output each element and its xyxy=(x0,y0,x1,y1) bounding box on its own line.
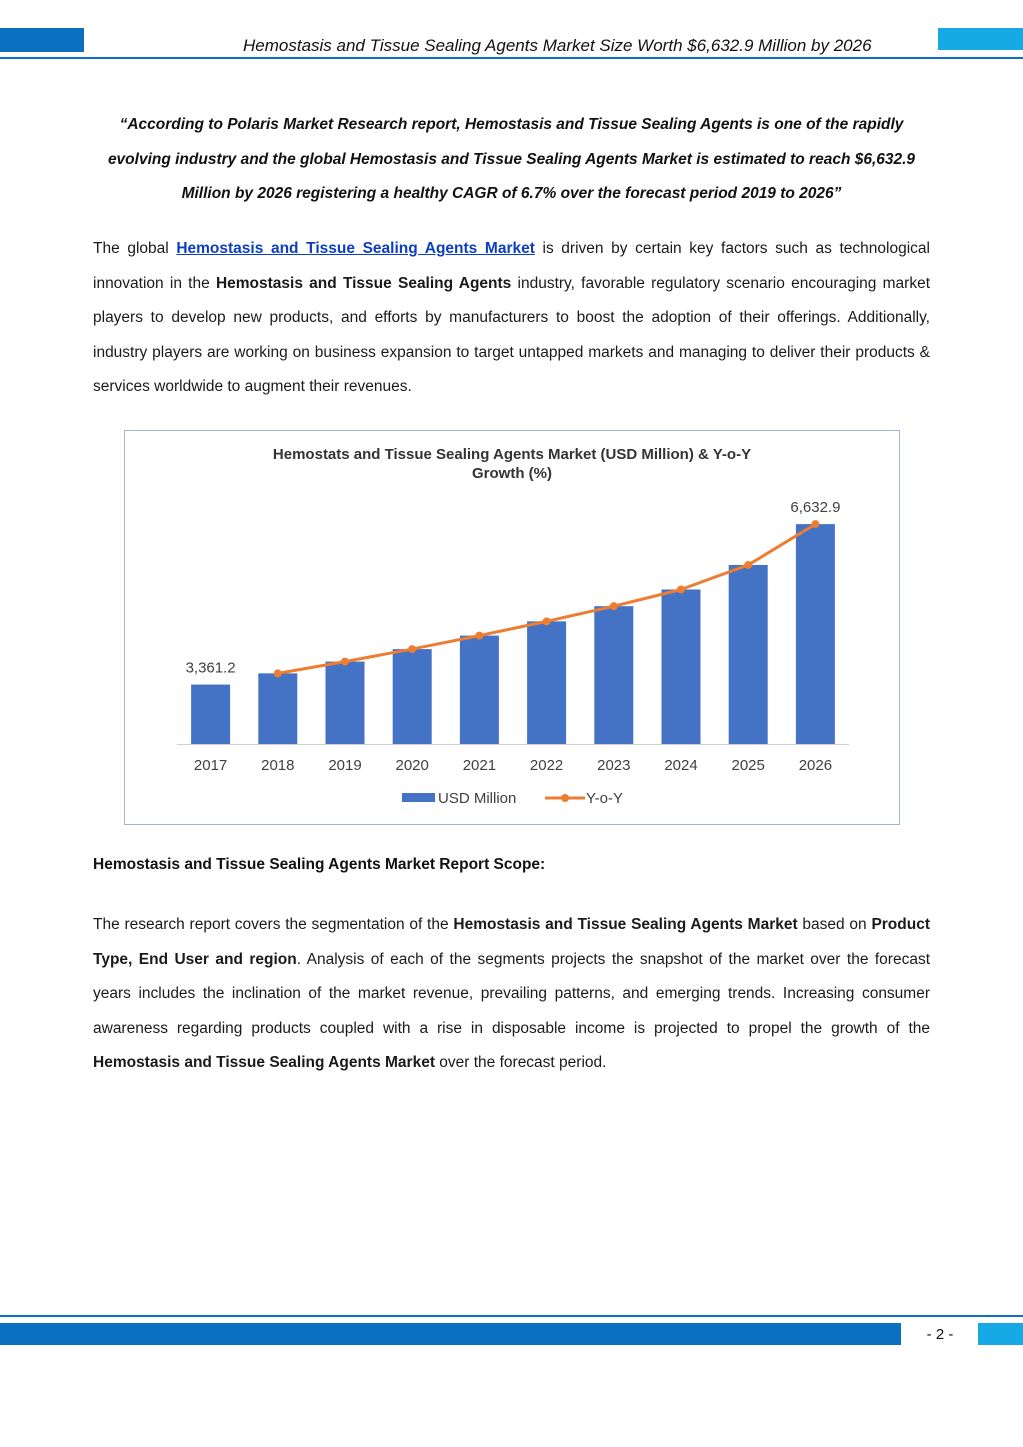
intro-bold-1: Hemostasis and Tissue Sealing Agents xyxy=(215,274,512,292)
header-rule xyxy=(0,57,1023,59)
legend-label-usd: USD Million xyxy=(438,790,517,807)
bar-2019 xyxy=(326,662,365,744)
chart-title-line: Growth (%) xyxy=(472,465,552,482)
x-tick-label: 2017 xyxy=(193,757,228,774)
x-tick-label: 2019 xyxy=(328,757,362,774)
data-label-2017: 3,361.2 xyxy=(185,659,236,677)
yoy-point xyxy=(543,617,551,625)
bar-2023 xyxy=(594,606,633,744)
bar-2024 xyxy=(662,589,701,744)
scope-text-4: over the forecast period. xyxy=(434,1054,607,1071)
header-accent-block-right xyxy=(938,28,1023,50)
bar-2026 xyxy=(796,524,835,744)
intro-paragraph xyxy=(93,232,930,405)
footer-accent-block-right xyxy=(978,1323,1023,1345)
data-label-2026: 6,632.9 xyxy=(790,499,841,517)
scope-bold-3: Hemostasis and Tissue Sealing Agents Market xyxy=(93,1054,435,1071)
bar-2020 xyxy=(393,649,432,744)
header-accent-block-left xyxy=(0,28,84,52)
bar-2022 xyxy=(527,621,566,744)
x-tick-label: 2023 xyxy=(597,757,631,774)
scope-paragraph xyxy=(93,908,930,1081)
yoy-point xyxy=(475,632,483,640)
legend-swatch-usd xyxy=(402,793,435,802)
intro-text-2: is driven by certain key factors such as technological innovation in the xyxy=(93,240,930,292)
x-tick-label: 2026 xyxy=(798,757,833,774)
scope-bold-1: Hemostasis and Tissue Sealing Agents Market xyxy=(453,916,798,933)
x-tick-label: 2020 xyxy=(395,757,429,774)
x-tick-label: 2022 xyxy=(529,757,564,774)
footer-rule xyxy=(0,1315,1023,1317)
legend-marker-yoy xyxy=(561,794,569,802)
market-report-link[interactable]: Hemostasis and Tissue Sealing Agents Market xyxy=(176,240,535,257)
x-tick-label: 2021 xyxy=(462,757,497,774)
legend-label-yoy: Y-o-Y xyxy=(586,790,623,807)
bar-2021 xyxy=(460,636,499,744)
yoy-point xyxy=(610,602,618,610)
document-header-title: Hemostasis and Tissue Sealing Agents Market Size Worth $6,632.9 Million by 2026 xyxy=(243,36,872,55)
scope-text-3: . Analysis of each of the segments projects the snapshot of the market over the forecast years includes the inclination of the market revenue, prevailing patterns, and emerging trends. Increasing consumer awareness regarding products coupled with a rise in disposable income is projected to propel the growth of the xyxy=(93,950,931,1037)
scope-bold-2: Product Type, End User and region xyxy=(93,916,930,968)
intro-text-3: industry, favorable regulatory scenario encouraging market players to develop new products, and efforts by manufacturers to boost the adoption of their offerings. Additionally, industry players are working on business expansion to target untapped markets and managing to deliver their products & services worldwide to augment their revenues. xyxy=(93,274,930,395)
yoy-point xyxy=(341,658,349,666)
x-tick-label: 2025 xyxy=(731,757,765,774)
report-scope-heading: Hemostasis and Tissue Sealing Agents Market Report Scope: xyxy=(93,856,546,873)
yoy-point xyxy=(274,669,282,677)
bar-2025 xyxy=(729,565,768,744)
yoy-point xyxy=(677,585,685,593)
scope-text-2: based on xyxy=(797,916,872,933)
bar-2018 xyxy=(258,673,297,744)
yoy-point xyxy=(811,520,819,528)
market-chart xyxy=(124,430,900,825)
page-number: - 2 - xyxy=(926,1326,954,1343)
x-tick-label: 2018 xyxy=(261,757,295,774)
yoy-point xyxy=(408,645,416,653)
yoy-point xyxy=(744,561,752,569)
x-tick-label: 2024 xyxy=(664,757,698,774)
market-chart-svg xyxy=(125,431,899,824)
bar-2017 xyxy=(191,685,230,744)
footer-accent-bar xyxy=(0,1323,901,1345)
report-quote: “According to Polaris Market Research report, Hemostasis and Tissue Sealing Agents is one of the rapidly evolving industry and the global Hemostasis and Tissue Sealing Agents Market is estimated to reach $6,632.9 Million by 2026 registering a healthy CAGR of 6.7% over the forecast period 2019 to 2026” xyxy=(107,116,916,202)
intro-text-1: The global xyxy=(93,240,177,257)
scope-text-1: The research report covers the segmentation of the xyxy=(93,916,454,933)
chart-title-line: Hemostats and Tissue Sealing Agents Market (USD Million) & Y-o-Y xyxy=(272,446,752,463)
